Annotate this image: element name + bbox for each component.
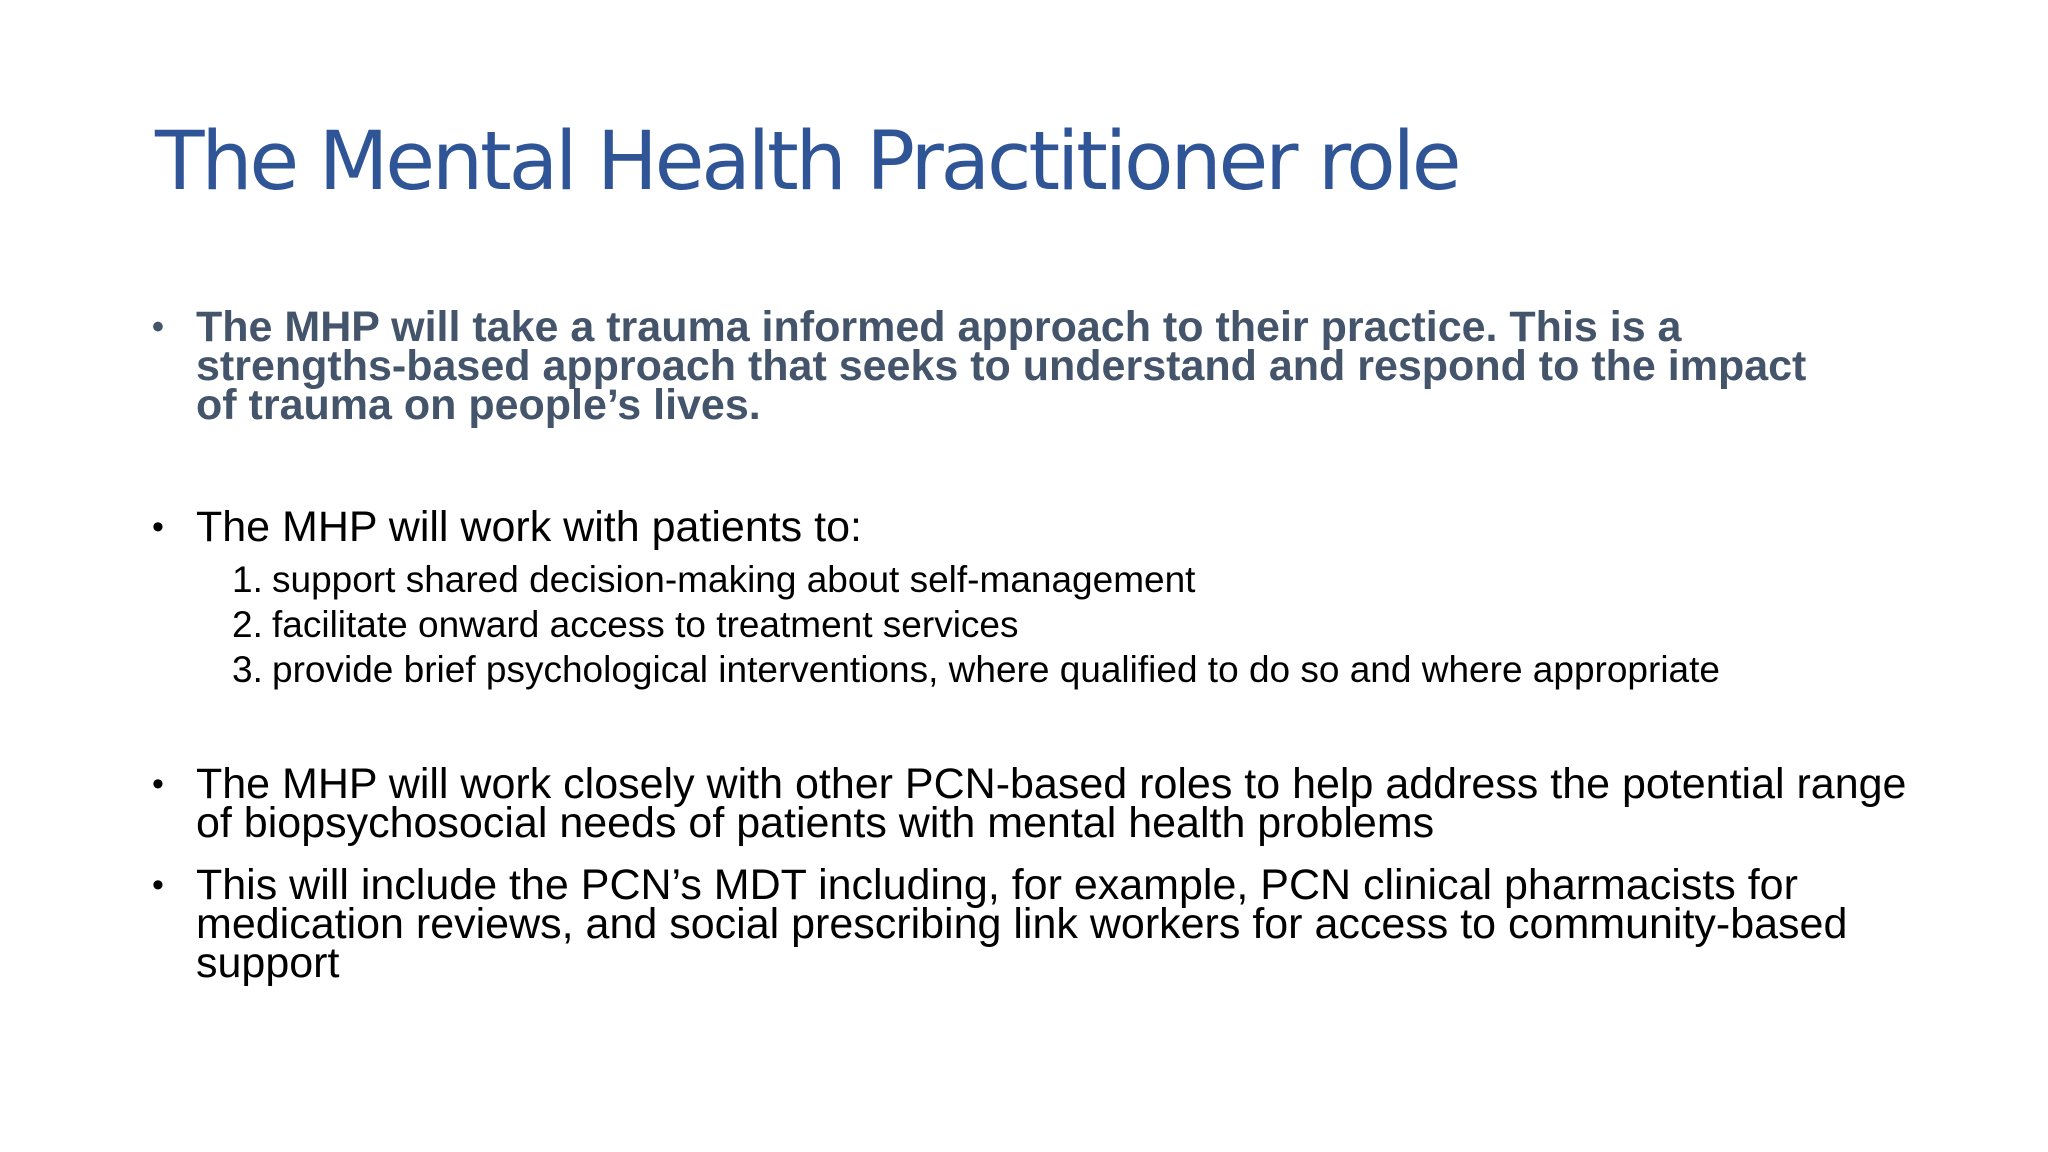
bullet-pcn-mdt [152, 861, 1946, 987]
bullet-dot-icon: • [152, 866, 164, 904]
bullet-pcn-roles [152, 760, 1946, 847]
bullet-text: The MHP will work with patients to: [196, 503, 862, 551]
bullet-dot-icon: • [152, 765, 164, 803]
list-item-number: 1. [232, 559, 263, 600]
list-item-text: support shared decision-making about self-management [272, 559, 1196, 600]
list-item-number: 3. [232, 649, 263, 690]
bullet-trauma-informed [152, 303, 1856, 429]
numbered-list [232, 557, 1720, 692]
bullet-text: The MHP will work closely with other PCN-based roles to help address the potential range of biopsychosocial needs of patients with mental health problems [196, 760, 1907, 847]
bullet-text: This will include the PCN’s MDT including, for example, PCN clinical pharmacists for medication reviews, and social prescribing link workers for access to community-based support [196, 861, 1848, 987]
bullet-dot-icon: • [152, 308, 164, 346]
numbered-list-item [232, 602, 1720, 647]
numbered-list-item [232, 647, 1720, 692]
numbered-list-item [232, 557, 1720, 602]
list-item-text: provide brief psychological interventions, where qualified to do so and where appropriate [272, 649, 1720, 690]
bullet-work-with-patients [152, 503, 1896, 551]
slide-title: The Mental Health Practitioner role [155, 115, 1459, 209]
bullet-text: The MHP will take a trauma informed approach to their practice. This is a strengths-based approach that seeks to understand and respond to the impact of trauma on people’s lives. [196, 303, 1807, 429]
list-item-text: facilitate onward access to treatment services [272, 604, 1019, 645]
list-item-number: 2. [232, 604, 263, 645]
bullet-dot-icon: • [152, 508, 164, 546]
